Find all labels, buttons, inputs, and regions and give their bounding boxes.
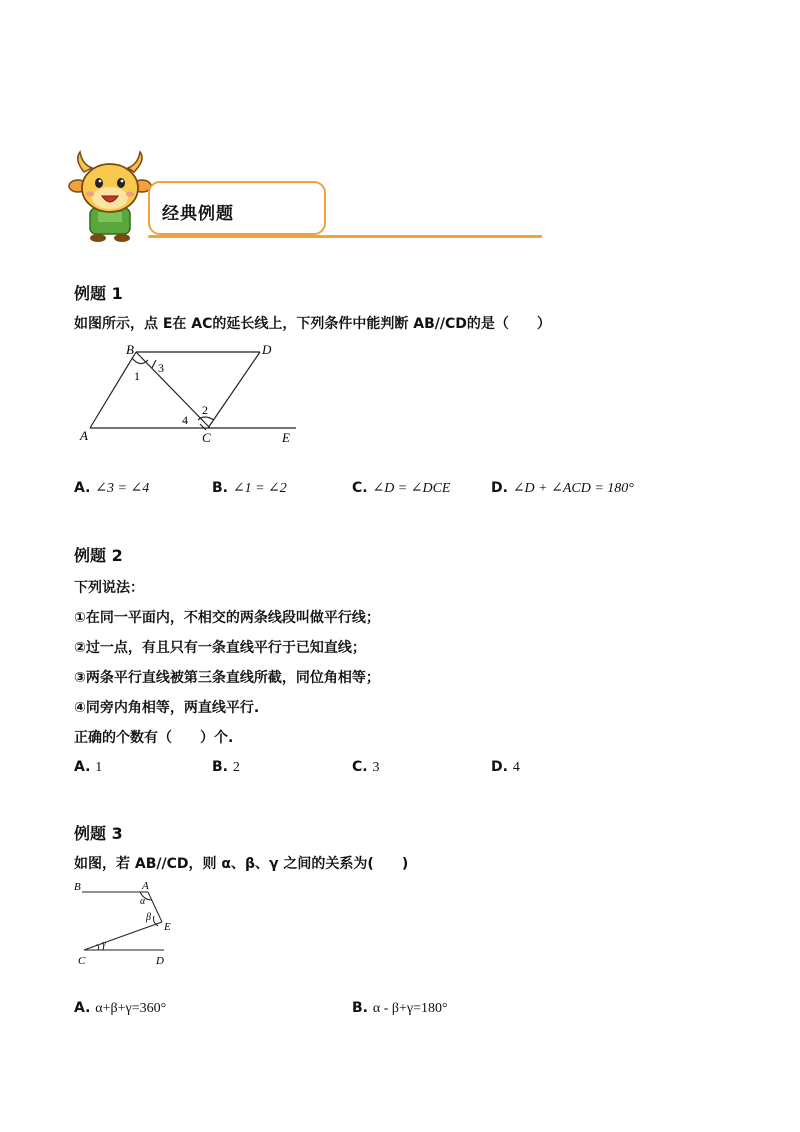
ox-mascot-icon (68, 150, 154, 242)
example-1-question: 如图所示，点 E在 AC的延长线上，下列条件中能判断 AB//CD的是（ ） (74, 316, 551, 332)
figure-label: D (156, 955, 164, 967)
option-d[interactable]: D. ∠D + ∠ACD = 180° (491, 480, 634, 496)
option-a[interactable]: A. ∠3 = ∠4 (74, 480, 150, 496)
section-header-rule (148, 235, 542, 238)
figure-label: α (140, 896, 146, 907)
example-3-title: 例题 3 (74, 824, 123, 843)
figure-label: A (80, 428, 88, 443)
example-2-title: 例题 2 (74, 546, 123, 565)
option-c[interactable]: C. ∠D = ∠DCE (352, 480, 451, 496)
option-c[interactable]: C. 3 (352, 759, 380, 775)
example-2-line: ①在同一平面内，不相交的两条线段叫做平行线； (74, 610, 380, 626)
figure-label: E (282, 430, 290, 445)
example-3-figure (74, 878, 184, 968)
example-2-line: ④同旁内角相等，两直线平行. (74, 700, 260, 716)
figure-label: 2 (202, 403, 208, 417)
example-1-title: 例题 1 (74, 284, 123, 303)
example-2-line: ②过一点，有且只有一条直线平行于已知直线； (74, 640, 366, 656)
option-b[interactable]: B. α - β+γ=180° (352, 1000, 448, 1016)
figure-label: B (126, 342, 134, 357)
figure-label: 3 (158, 361, 164, 375)
example-2-line: ③两条平行直线被第三条直线所截，同位角相等； (74, 670, 380, 686)
option-b[interactable]: B. ∠1 = ∠2 (212, 480, 287, 496)
example-3-question: 如图，若 AB//CD，则 α、β、γ 之间的关系为( ) (74, 856, 409, 872)
figure-label: 4 (182, 413, 188, 427)
section-header-title: 经典例题 (162, 204, 234, 224)
figure-label: D (262, 342, 272, 357)
figure-label: A (142, 880, 149, 892)
option-a[interactable]: A. 1 (74, 759, 103, 775)
figure-label: γ (102, 939, 106, 950)
option-b[interactable]: B. 2 (212, 759, 240, 775)
option-d[interactable]: D. 4 (491, 759, 520, 775)
figure-label: C (78, 955, 86, 967)
example-1-figure (76, 342, 308, 450)
figure-label: E (164, 921, 171, 933)
figure-label: C (202, 430, 211, 445)
option-a[interactable]: A. α+β+γ=360° (74, 1000, 167, 1016)
figure-label: B (74, 881, 81, 893)
figure-label: 1 (134, 369, 140, 383)
example-2-line: 下列说法： (74, 580, 144, 596)
example-2-line: 正确的个数有（ ）个. (74, 730, 234, 746)
figure-label: β (146, 912, 151, 923)
